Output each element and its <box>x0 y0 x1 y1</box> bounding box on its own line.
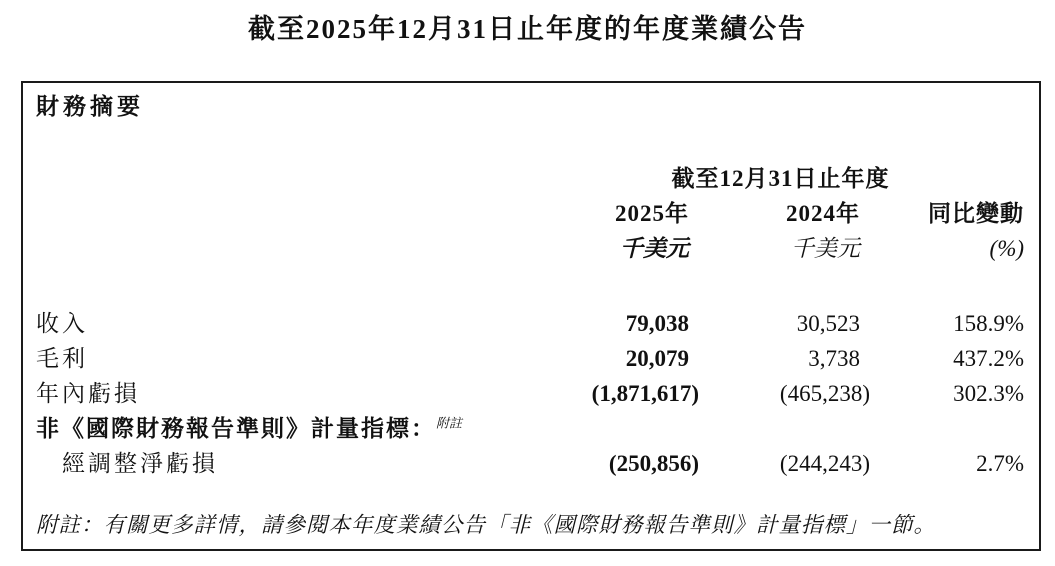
col-header-2024: 2024年 <box>786 201 860 226</box>
section-label-cell <box>36 411 1030 446</box>
unit-change: (%) <box>989 236 1025 261</box>
footnote-reference: 附註 <box>436 415 463 431</box>
empty-cell <box>36 266 1030 306</box>
value-2025 <box>491 376 699 411</box>
row-label: 年內虧損 <box>36 381 140 406</box>
empty-cell <box>36 196 491 231</box>
value-change: 302.3% <box>953 381 1025 406</box>
row-label: 經調整淨虧損 <box>62 451 218 476</box>
col-header-2025: 2025年 <box>615 201 689 226</box>
negative-value: (250,856) <box>608 451 699 476</box>
negative-value: (465,238) <box>779 381 870 406</box>
value-change: 437.2% <box>953 346 1025 371</box>
unit-2024: 千美元 <box>791 236 860 261</box>
negative-value: (244,243) <box>779 451 870 476</box>
value-change: 158.9% <box>953 311 1025 336</box>
document-title: 截至2025年12月31日止年度的年度業績公告 <box>248 14 807 44</box>
period-header-label: 截至12月31日止年度 <box>671 166 890 191</box>
table-row-gross-profit <box>36 341 1030 376</box>
value-2024 <box>699 446 870 481</box>
row-label: 收入 <box>36 311 88 336</box>
unit-2025: 千美元 <box>620 236 689 261</box>
spacer-row <box>36 266 1030 306</box>
period-header-row <box>36 161 1030 196</box>
value-2024 <box>699 376 870 411</box>
unit-header-row <box>36 231 1030 266</box>
value-2025: 79,038 <box>625 311 689 336</box>
table-row-adjusted-net-loss <box>36 446 1030 481</box>
value-2025: 20,079 <box>625 346 689 371</box>
value-2024: 3,738 <box>808 346 860 371</box>
value-2024: 30,523 <box>796 311 860 336</box>
col-header-change: 同比變動 <box>928 201 1025 226</box>
period-header-cell <box>491 161 1030 196</box>
year-header-row <box>36 196 1030 231</box>
financial-summary-table <box>36 161 1030 481</box>
table-row-revenue <box>36 306 1030 341</box>
row-label: 毛利 <box>36 346 88 371</box>
value-change: 2.7% <box>976 451 1025 476</box>
table-row-loss-for-year <box>36 376 1030 411</box>
empty-cell <box>36 231 491 266</box>
value-2025 <box>491 446 699 481</box>
empty-cell <box>36 161 491 196</box>
non-ifrs-section-row <box>36 411 1030 446</box>
footnote-text: 附註：有關更多詳情，請參閱本年度業績公告「非《國際財務報告準則》計量指標」一節。 <box>36 513 937 537</box>
negative-value: (1,871,617) <box>591 381 699 406</box>
non-ifrs-section-label: 非《國際財務報告準則》計量指標： <box>36 416 436 441</box>
financial-summary-box <box>21 81 1041 551</box>
section-heading: 財務摘要 <box>36 94 144 119</box>
